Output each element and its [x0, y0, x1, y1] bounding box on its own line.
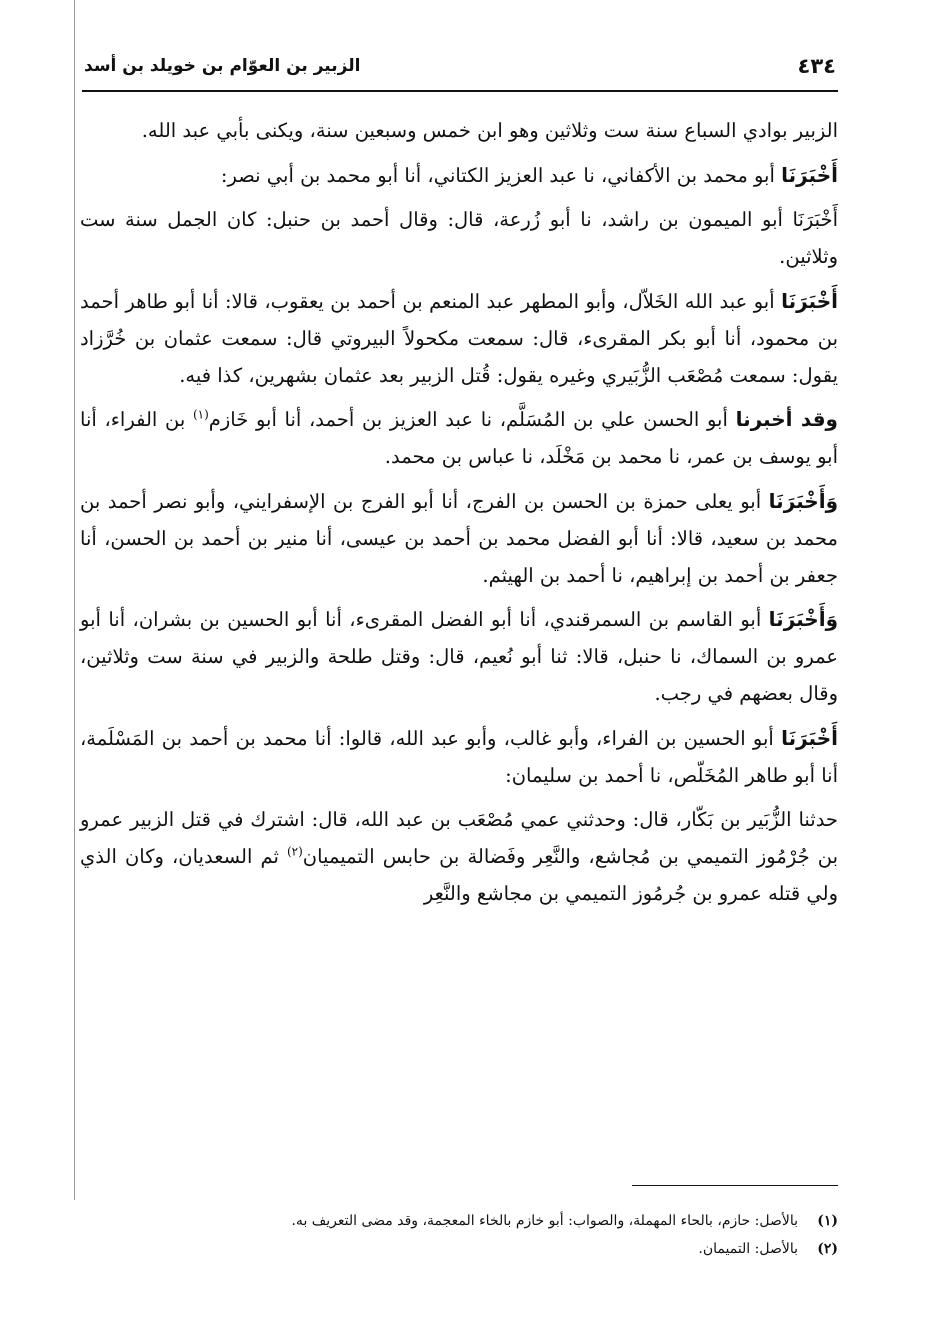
- page-number: ٤٣٤: [797, 54, 836, 78]
- header-rule: [82, 90, 838, 92]
- paragraph-text: حدثنا الزُّبَير بن بَكّار، قال: وحدثني عمي مُصْعَب بن عبد الله، قال: اشترك في قتل الزبير عمرو بن جُرْمُوز التميمي بن مُجاشع، والنَّعِر وفَضالة بن حابس التميميان: [80, 808, 838, 868]
- paragraph-lead: أَخْبَرَنَا: [781, 725, 838, 750]
- footnote-text: بالأصل: التميمان.: [698, 1241, 798, 1257]
- paragraph-lead: أَخْبَرَنَا: [781, 162, 838, 187]
- paragraph: [80, 401, 838, 475]
- paragraph: [80, 720, 838, 794]
- paragraph-text: الزبير بوادي السباع سنة ست وثلاثين وهو ابن خمس وسبعين سنة، ويكنى بأبي عبد الله.: [141, 119, 838, 142]
- paragraph-text: أبو الحسين بن الفراء، وأبو غالب، وأبو عبد الله، قالوا: أنا محمد بن أحمد بن المَسْلَمة، أنا أبو طاهر المُخَلّص، نا أحمد بن سليمان:: [80, 726, 838, 787]
- page-header: [82, 48, 838, 88]
- paragraph: [80, 201, 838, 275]
- footnotes: [80, 1207, 838, 1263]
- paragraph: [80, 283, 838, 394]
- footnote-item: [80, 1207, 838, 1235]
- paragraph: [80, 112, 838, 149]
- page-edge-line: [74, 0, 75, 1200]
- main-text: [80, 112, 838, 920]
- paragraph-lead: وَأَخْبَرَنَا: [768, 607, 838, 631]
- footnote-ref-2[interactable]: (٢): [286, 844, 303, 859]
- footnote-separator: [632, 1185, 838, 1186]
- paragraph-text: أَخْبَرَنَا أبو الميمون بن راشد، نا أبو زُرعة، قال: وقال أحمد بن حنبل: كان الجمل سنة ست وثلاثين.: [80, 208, 838, 268]
- footnote-number: (١): [817, 1213, 838, 1229]
- footnote-number: (٢): [817, 1241, 838, 1257]
- paragraph-text: أبو يعلى حمزة بن الحسن بن الفرج، أنا أبو الفرج بن الإسفرايني، وأبو نصر أحمد بن محمد بن سعيد، قالا: أنا أبو الفضل محمد بن أحمد بن عيسى، أنا منير بن أحمد بن الحسن، أنا جعفر بن أحمد بن إبراهيم، نا أحمد بن الهيثم.: [80, 489, 838, 587]
- footnote-item: [80, 1235, 838, 1263]
- paragraph: [80, 157, 838, 194]
- paragraph-text: بن الفراء، أنا أبو يوسف بن عمر، نا محمد بن مَخْلَد، نا عباس بن محمد.: [80, 408, 838, 468]
- paragraph: [80, 801, 838, 912]
- paragraph-text: أبو محمد بن الأكفاني، نا عبد العزيز الكتاني، أنا أبو محمد بن أبي نصر:: [220, 163, 782, 187]
- paragraph-text: ثم السعديان، وكان الذي ولي قتله عمرو بن جُرمُوز التميمي بن مجاشع والنَّعِر: [80, 845, 838, 905]
- paragraph: [80, 601, 838, 712]
- paragraph-text: أبو القاسم بن السمرقندي، أنا أبو الفضل المقرىء، أنا أبو الحسين بن بشران، أنا أبو عمرو بن السماك، نا حنبل، قالا: ثنا أبو نُعيم، قال: وقتل طلحة والزبير في سنة ست وثلاثين، وقال بعضهم في رجب.: [80, 608, 838, 705]
- paragraph-lead: وَأَخْبَرَنَا: [768, 488, 838, 513]
- footnote-ref-1[interactable]: (١): [192, 407, 209, 422]
- running-title: الزبير بن العوّام بن خويلد بن أسد: [84, 56, 361, 76]
- footnote-text: بالأصل: حازم، بالحاء المهملة، والصواب: أبو خازم بالخاء المعجمة، وقد مضى التعريف به.: [291, 1213, 798, 1229]
- paragraph-lead: أَخْبَرَنَا: [781, 288, 838, 313]
- paragraph: [80, 483, 838, 594]
- paragraph-lead: وقد أخبرنا: [735, 407, 838, 431]
- paragraph-text: أبو الحسن علي بن المُسَلَّم، نا عبد العزيز بن أحمد، أنا أبو خَازم: [208, 408, 736, 431]
- paragraph-text: أبو عبد الله الخَلاّل، وأبو المطهر عبد المنعم بن أحمد بن يعقوب، قالا: أنا أبو طاهر أحمد بن محمود، أنا أبو بكر المقرىء، قال: سمعت مكحولاً البيروتي قال: سمعت عثمان بن خُرَّزاد يقول: سمعت مُصْعَب الزُّبَيري وغيره يقول: قُتل الزبير بعد عثمان بشهرين، كذا فيه.: [80, 289, 838, 387]
